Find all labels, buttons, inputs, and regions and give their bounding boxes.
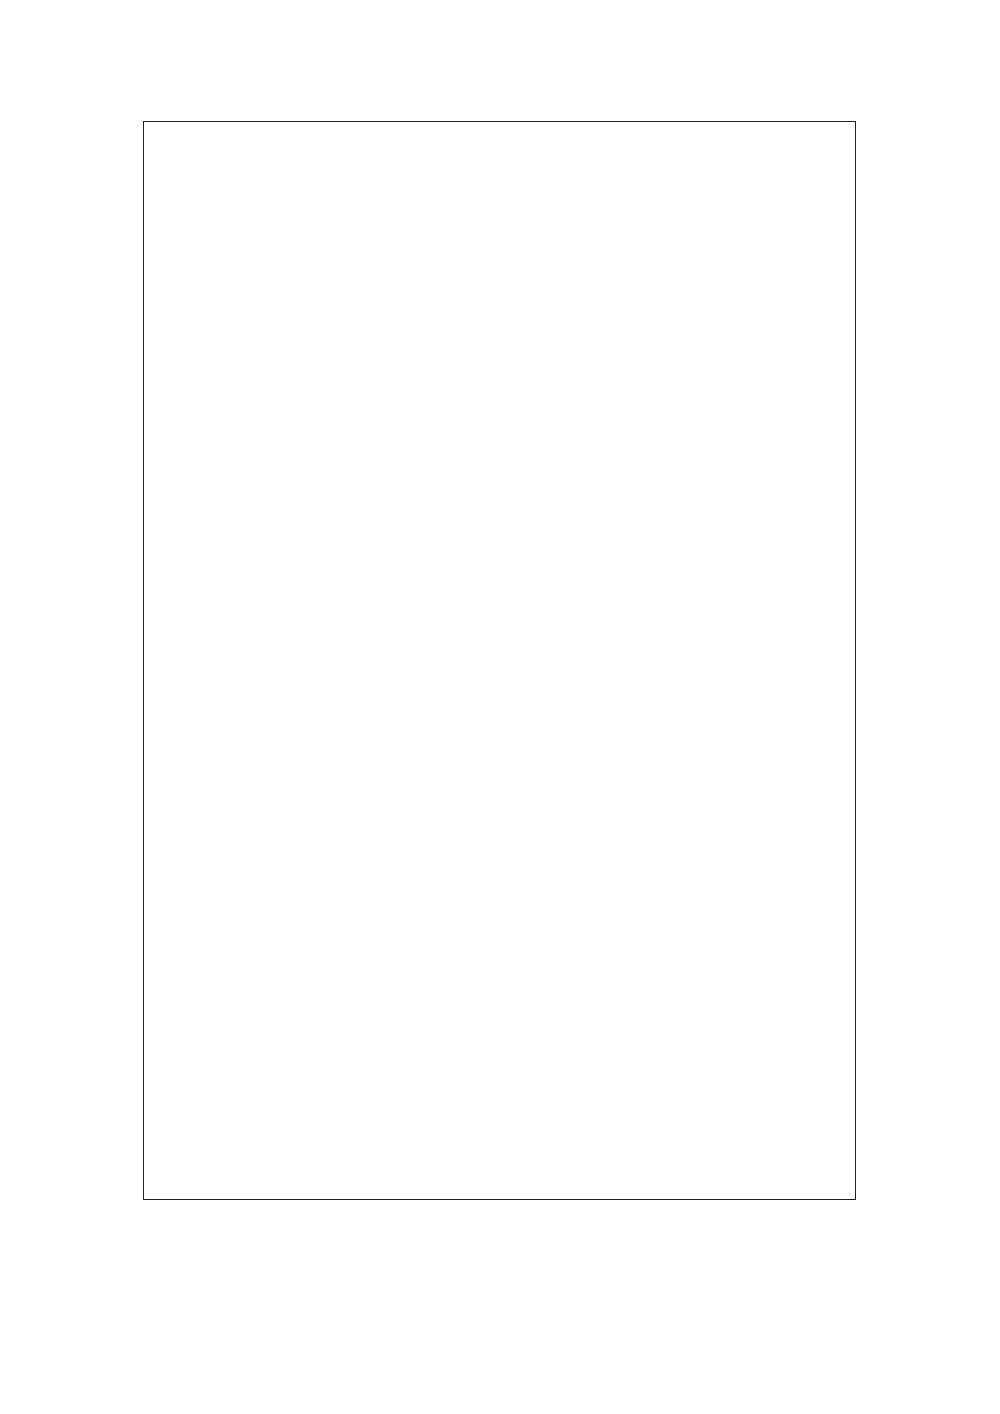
text-box <box>143 121 856 1200</box>
